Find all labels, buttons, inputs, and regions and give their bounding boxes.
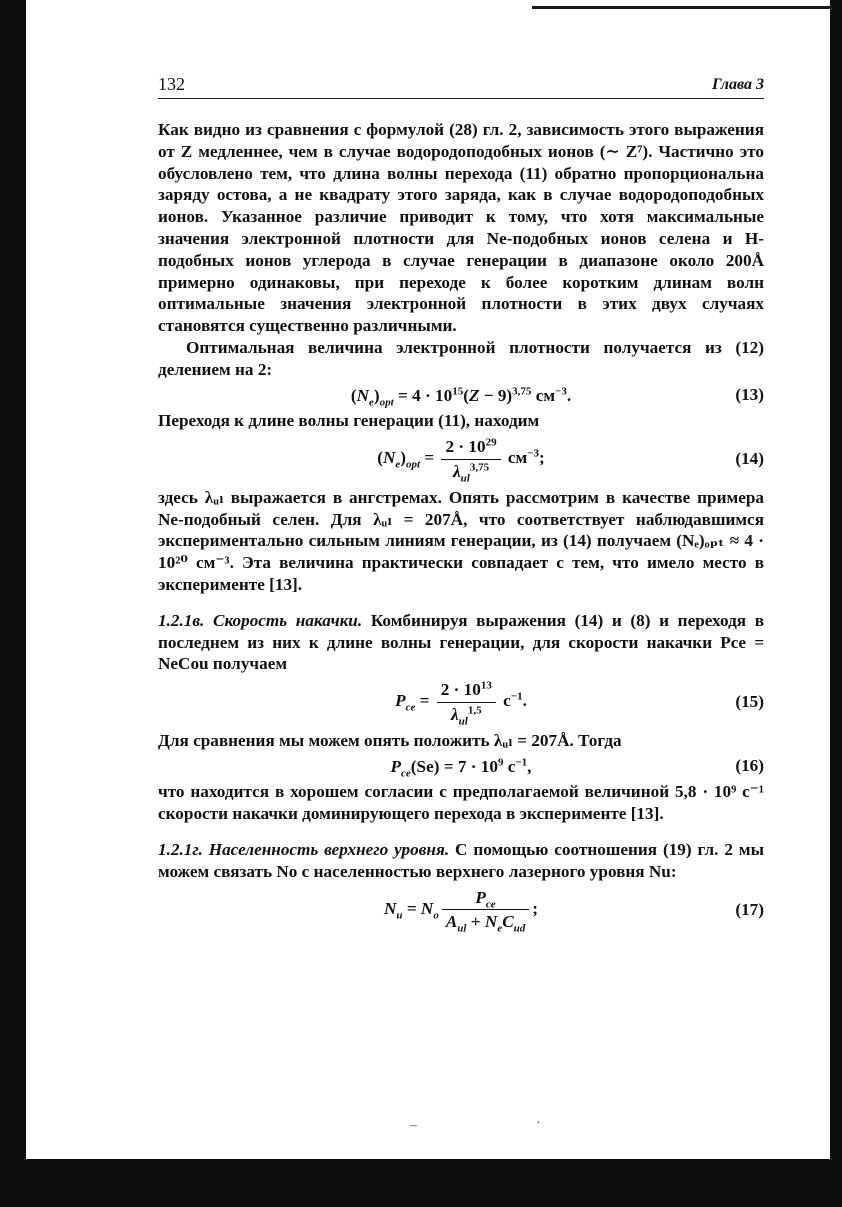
- subsection-upper-level-heading: 1.2.1г. Населенность верхнего уровня.: [158, 839, 450, 859]
- subsection-pump-rate-text: Комбинируя выражения (14) и (8) и переходя в последнем из них к длине волны генерации, для скорости накачки Pce = NeCou получаем: [158, 610, 764, 674]
- equation-16-formula: $P_{ce}(Se) = 7 \cdot 10^9$ $с^{-1}$,: [390, 755, 532, 779]
- scan-top-line: [532, 6, 832, 9]
- subsection-upper-level: [158, 839, 764, 883]
- equation-14-number: (14): [735, 449, 764, 469]
- equation-17-formula: $N_u = N_o$ $\frac{P_{ce}}{A_{ul} + N_eC_{ud}}$ ;: [383, 887, 539, 935]
- scan-border-left: [0, 0, 26, 1207]
- equation-15-number: (15): [735, 692, 764, 712]
- equation-15: [158, 679, 764, 726]
- equation-16-number: (16): [735, 756, 764, 776]
- paragraph-5: Для сравнения мы можем опять положить λᵤₗ = 207Å. Тогда: [158, 730, 622, 750]
- equation-15-formula: $P_{ce}$ = $\frac{2 \cdot 10^{13}}{\lambda_{ul}^{1,5}}$ $с^{-1}$.: [395, 679, 527, 728]
- subsection-pump-rate: [158, 610, 764, 675]
- book-page: [158, 72, 764, 937]
- equation-13: [158, 385, 764, 407]
- subsection-upper-level-text: С помощью соотношения (19) гл. 2 мы можем связать No с населенностью верхнего лазерного уровня Nu:: [158, 839, 764, 881]
- scan-mark-1: ‒: [410, 1118, 417, 1133]
- paragraph-4: здесь λᵤₗ выражается в ангстремах. Опять рассмотрим в качестве примера Ne-подобный селен. Для λᵤₗ = 207Å, что соответствует наблюдавшимся экспериментально сильным линиям генерации, из (14) получаем (Nₑ)ₒₚₜ ≈ 4 · 10²⁰ см⁻³. Эта величина практически совпадает с тем, что имело место в эксперименте [13].: [158, 487, 764, 594]
- equation-14-formula: $(N_e)_{opt}$ = $\frac{2 \cdot 10^{29}}{\lambda_{ul}^{3,75}}$ $см^{-3}$;: [377, 436, 545, 485]
- paragraph-3: Переходя к длине волны генерации (11), находим: [158, 411, 540, 431]
- running-header: [158, 72, 764, 99]
- paragraph-2: Оптимальная величина электронной плотности получается из (12) делением на 2:: [158, 337, 764, 379]
- equation-13-number: (13): [735, 385, 764, 405]
- scan-border-right: [830, 0, 842, 1207]
- equation-17: [158, 887, 764, 934]
- equation-14: [158, 436, 764, 483]
- page-number: 132: [158, 74, 185, 94]
- page-body: [158, 119, 764, 933]
- chapter-title: Глава 3: [711, 76, 764, 93]
- paragraph-1: Как видно из сравнения с формулой (28) гл. 2, зависимость этого выражения от Z медленнее, чем в случае водородоподобных ионов (∼ Z⁷). Частично это обусловлено тем, что длина волны перехода (11) обратно пропорциональна заряду остова, а не квадрату этого заряда, как в случае водородоподобных ионов. Указанное различие приводит к тому, что хотя максимальные значения электронной плотности для Ne-подобных ионов селена и H-подобных ионов углерода в случае генерации в диапазоне около 200Å примерно одинаковы, при переходе к более коротким длинам волн оптимальные значения электронной плотности в этих двух случаях становятся существенно различными.: [158, 120, 764, 336]
- scan-mark-2: ·: [536, 1116, 541, 1131]
- scan-border-bottom: [0, 1159, 842, 1207]
- equation-13-formula: $(N_e)_{opt} = 4 \cdot 10^{15}(Z - 9)^{3,75}$ $см^{-3}$.: [350, 384, 572, 408]
- paragraph-6: что находится в хорошем согласии с предполагаемой величиной 5,8 · 10⁹ с⁻¹ скорости накачки доминирующего перехода в эксперименте [13].: [158, 782, 764, 824]
- subsection-pump-rate-heading: 1.2.1в. Скорость накачки.: [158, 610, 363, 630]
- equation-17-number: (17): [735, 899, 764, 919]
- equation-16: [158, 756, 764, 778]
